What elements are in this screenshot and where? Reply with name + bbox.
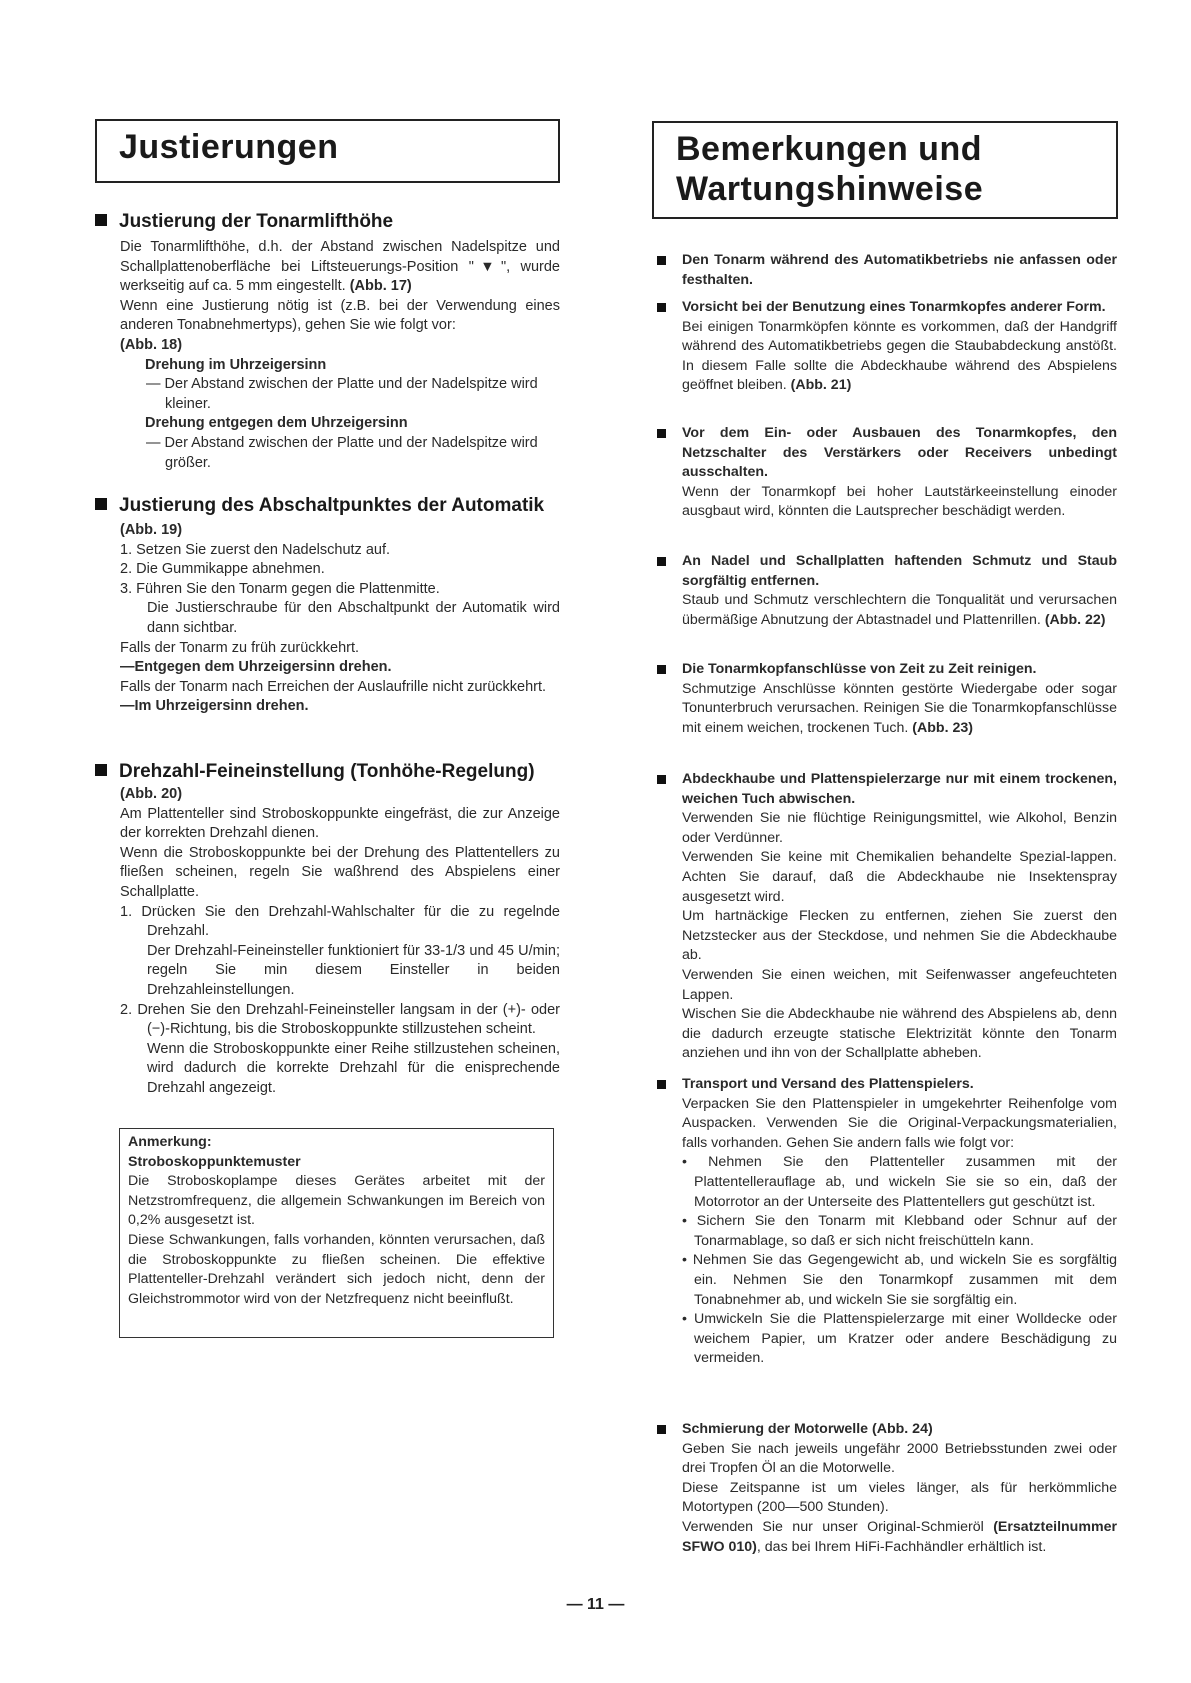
bullet-text: Diese Zeitspanne ist um vieles länger, als für herkömmliche Motortypen (200—500 Stunden). <box>682 1479 1117 1516</box>
paragraph: Wenn die Stroboskoppunkte bei der Drehung des Plattentellers zu fließen scheinen, regeln Sie waßhrend des Abspielens einer Schallplatte. <box>120 844 560 900</box>
list-item: 3. Führen Sie den Tonarm gegen die Plattenmitte. <box>120 580 440 597</box>
bullet-square-icon <box>95 214 107 226</box>
dot-list-item: • Sichern Sie den Tonarm mit Klebband oder Schnur auf der Tonarmablage, so daß er sich nicht freischütteln kann. <box>682 1213 1117 1249</box>
subheading: Drehung entgegen dem Uhrzeigersinn <box>145 415 408 432</box>
bullet-heading: Den Tonarm während des Automatikbetriebs nie anfassen oder festhalten. <box>682 252 1117 288</box>
bullet-text: Geben Sie nach jeweils ungefähr 2000 Betriebsstunden zwei oder drei Tropfen Öl an die Motorwelle. <box>682 1440 1117 1477</box>
bullet-text <box>682 591 1117 630</box>
paragraph: Falls der Tonarm zu früh zurückkehrt. <box>120 639 360 656</box>
bullet-square-icon <box>95 498 107 510</box>
bullet-item <box>657 770 1117 1064</box>
paragraph: Wenn eine Justierung nötig ist (z.B. bei der Verwendung eines anderen Tonabnehmertyps), gehen Sie wie folgt vor: <box>120 297 560 334</box>
bullet-square-icon <box>657 1425 666 1434</box>
list-item-continuation: Der Drehzahl-Feineinsteller funktioniert für 33-1/3 und 45 U/min; regeln Sie min diesem Einsteller in beiden Drehzahleinstellungen. <box>147 942 560 998</box>
bullet-item <box>657 424 1117 522</box>
list-item: 1. Drücken Sie den Drehzahl-Wahlschalter für die zu regelnde Drehzahl. <box>120 903 560 940</box>
bullet-heading: Vorsicht bei der Benutzung eines Tonarmkopfes anderer Form. <box>682 299 1106 315</box>
figure-ref: (Abb. 21) <box>790 377 852 394</box>
subheading: Drehung im Uhrzeigersinn <box>145 356 327 373</box>
figure-ref: (Abb. 20) <box>120 786 183 802</box>
left-title: Justierungen <box>119 128 339 166</box>
list-item: 2. Drehen Sie den Drehzahl-Feineinsteller langsam in der (+)- oder (−)-Richtung, bis die Stroboskoppunkte stillzustehen scheint. <box>120 1001 560 1038</box>
figure-ref: (Abb. 18) <box>120 336 183 353</box>
bullet-text: Verpacken Sie den Plattenspieler in umgekehrter Reihenfolge vom Auspacken. Verwenden Sie die Original-Verpackungsmaterialien, falls vorhanden. Gehen Sie andern falls wie folgt vor: <box>682 1095 1117 1151</box>
figure-ref: (Abb. 17) <box>349 278 412 295</box>
bullet-text <box>682 680 1117 739</box>
dot-list-item: • Nehmen Sie das Gegengewicht ab, und wickeln Sie es sorgfältig ein. Nehmen Sie den Tonarmkopf zusammen mit dem Tonabnehmer ab, und wickeln Sie sie sorgfältig ein. <box>682 1252 1117 1308</box>
bullet-square-icon <box>95 764 107 776</box>
bullet-text: Verwenden Sie keine mit Chemikalien behandelte Spezial-lappen. Achten Sie darauf, daß die Abdeckhaube nie Insektenspray ausgesetzt wird. <box>682 849 1117 905</box>
paragraph: — Der Abstand zwischen der Platte und der Nadelspitze wird größer. <box>146 434 538 471</box>
figure-ref: (Abb. 22) <box>1044 611 1106 628</box>
bullet-square-icon <box>657 429 666 438</box>
section-body-drehzahl <box>120 785 560 1099</box>
right-title-line1: Bemerkungen und <box>676 130 982 168</box>
bullet-item <box>657 1420 1117 1557</box>
bullet-text: Wischen Sie die Abdeckhaube nie während des Abspielens ab, denn die dadurch erzeugte statische Elektrizität könnte den Tonarm anziehen und ihn von der Schallplatte abheben. <box>682 1006 1117 1062</box>
figure-ref: (Abb. 19) <box>120 522 183 538</box>
section-heading-abschaltpunkt <box>95 495 544 517</box>
note-paragraph: Die Stroboskoplampe dieses Gerätes arbeitet mit der Netzstromfrequenz, die allgemein Schwankungen im Bereich von 0,2% ausgesetzt ist. <box>128 1173 545 1229</box>
bullet-text-body: Schmutzige Anschlüsse könnten gestörte Wiedergabe oder sogar Tonunterbruch verursachen. Reinigen Sie die Tonarmkopfanschlüsse mit einem weichen, trockenen Tuch. <box>682 680 1117 736</box>
bullet-heading: Vor dem Ein- oder Ausbauen des Tonarmkopfes, den Netzschalter des Verstärkers oder Receivers unbedingt ausschalten. <box>682 425 1117 481</box>
bullet-text-body: Staub und Schmutz verschlechtern die Tonqualität und verursachen übermäßige Abnutzung der Abtastnadel und Plattenrillen. <box>682 592 1117 628</box>
bullet-text <box>682 1518 1117 1557</box>
section-heading-text: Justierung der Tonarmlifthöhe <box>119 211 394 232</box>
bullet-text: Verwenden Sie nie flüchtige Reinigungsmittel, wie Alkohol, Benzin oder Verdünner. <box>682 810 1117 846</box>
bullet-text: Wenn der Tonarmkopf bei hoher Lautstärkeeinstellung einoder ausgbaut wird, könnten die Lautsprecher beschädigt werden. <box>682 483 1117 520</box>
bullet-text-body: Verwenden Sie nur unser Original-Schmieröl <box>682 1518 984 1535</box>
bullet-item <box>657 251 1117 290</box>
bullet-square-icon <box>657 303 666 312</box>
right-title-box <box>652 121 1118 219</box>
bullet-square-icon <box>657 665 666 674</box>
paragraph: Falls der Tonarm nach Erreichen der Auslaufrille nicht zurückkehrt. <box>120 678 547 695</box>
section-heading-tonarmlift <box>95 211 393 233</box>
bullet-text <box>682 318 1117 396</box>
bullet-square-icon <box>657 557 666 566</box>
note-box <box>119 1128 554 1338</box>
paragraph-text: Die Tonarmlifthöhe, d.h. der Abstand zwischen Nadelspitze und Schallplattenoberfläche bei Liftsteuerungs-Position "▼", wurde werkseitig auf ca. 5 mm eingestellt. <box>120 239 560 295</box>
section-heading-drehzahl <box>95 761 535 783</box>
bullet-item <box>657 1075 1117 1369</box>
figure-ref: (Abb. 23) <box>912 719 973 736</box>
bullet-text-body: Bei einigen Tonarmköpfen könnte es vorkommen, daß der Handgriff während des Automatikbetriebs gegen die Staubabdeckung anstößt. In diesem Falle sollte die Abdeckhaube während des Abspielens geöffnet bleiben. <box>682 318 1117 394</box>
paragraph: Am Plattenteller sind Stroboskoppunkte eingefräst, die zur Anzeige der korrekten Drehzahl dienen. <box>120 805 560 842</box>
list-item-continuation: Die Justierschraube für den Abschaltpunkt der Automatik wird dann sichtbar. <box>147 600 560 636</box>
paragraph <box>120 238 560 297</box>
bullet-square-icon <box>657 1080 666 1089</box>
list-item: 1. Setzen Sie zuerst den Nadelschutz auf. <box>120 541 391 558</box>
section-heading-text: Drehzahl-Feineinstellung (Tonhöhe-Regelung) <box>119 761 535 782</box>
list-item: 2. Die Gummikappe abnehmen. <box>120 561 325 578</box>
section-heading-text: Justierung des Abschaltpunktes der Automatik <box>119 495 545 516</box>
note-subtitle: Stroboskoppunktemuster <box>128 1153 301 1170</box>
bullet-square-icon <box>657 256 666 265</box>
dot-list-item: • Umwickeln Sie die Plattenspielerzarge mit einer Wolldecke oder weichem Papier, um Kratzer oder andere Beschädigung zu vermeiden. <box>682 1311 1117 1367</box>
bullet-heading: Transport und Versand des Plattenspielers. <box>682 1076 974 1092</box>
bullet-text: Verwenden Sie einen weichen, mit Seifenwasser angefeuchteten Lappen. <box>682 966 1117 1003</box>
bullet-item <box>657 660 1117 738</box>
instruction: —Entgegen dem Uhrzeigersinn drehen. <box>120 659 392 676</box>
list-item-continuation: Wenn die Stroboskoppunkte einer Reihe stillzustehen scheinen, wird dadurch die korrekte Drehzahl für die enisprechende Drehzahl angezeigt. <box>147 1040 560 1096</box>
bullet-text-body: , das bei Ihrem HiFi-Fachhändler erhältlich ist. <box>756 1538 1047 1555</box>
paragraph: — Der Abstand zwischen der Platte und der Nadelspitze wird kleiner. <box>146 376 538 412</box>
left-title-box <box>95 119 560 183</box>
part-number: (Ersatzteilnummer SFWO 010) <box>682 1518 1117 1555</box>
section-body-tonarmlift <box>120 238 560 473</box>
section-body-abschaltpunkt <box>120 521 560 717</box>
bullet-text: Um hartnäckige Flecken zu entfernen, ziehen Sie zuerst den Netzstecker aus der Steckdose, und nehmen Sie die Abdeckhaube ab. <box>682 908 1117 964</box>
bullet-heading: Die Tonarmkopfanschlüsse von Zeit zu Zeit reinigen. <box>682 661 1037 677</box>
note-title: Anmerkung: <box>128 1134 212 1150</box>
bullet-heading: An Nadel und Schallplatten haftenden Schmutz und Staub sorgfältig entfernen. <box>682 553 1117 589</box>
bullet-heading: Schmierung der Motorwelle (Abb. 24) <box>682 1421 933 1437</box>
bullet-square-icon <box>657 775 666 784</box>
instruction: —Im Uhrzeigersinn drehen. <box>120 698 309 715</box>
page-number: — 11 — <box>566 1596 625 1613</box>
bullet-heading: Abdeckhaube und Plattenspielerzarge nur mit einem trockenen, weichen Tuch abwischen. <box>682 771 1117 807</box>
dot-list-item: • Nehmen Sie den Plattenteller zusammen mit der Plattentellerauflage ab, und wickeln Sie sie so ein, daß der Motorrotor an der Unterseite des Plattentellers gut geschützt ist. <box>682 1154 1117 1210</box>
note-paragraph: Diese Schwankungen, falls vorhanden, könnten verursachen, daß die Stroboskoppunkte zu fließen scheinen. Die effektive Plattenteller-Drehzahl verändert sich jedoch nicht, denn der Gleichstrommotor wird von der Netzfrequenz nicht beeinflußt. <box>128 1231 545 1307</box>
right-title-line2: Wartungshinweise <box>676 170 984 208</box>
bullet-item <box>657 298 1117 396</box>
bullet-item <box>657 552 1117 630</box>
